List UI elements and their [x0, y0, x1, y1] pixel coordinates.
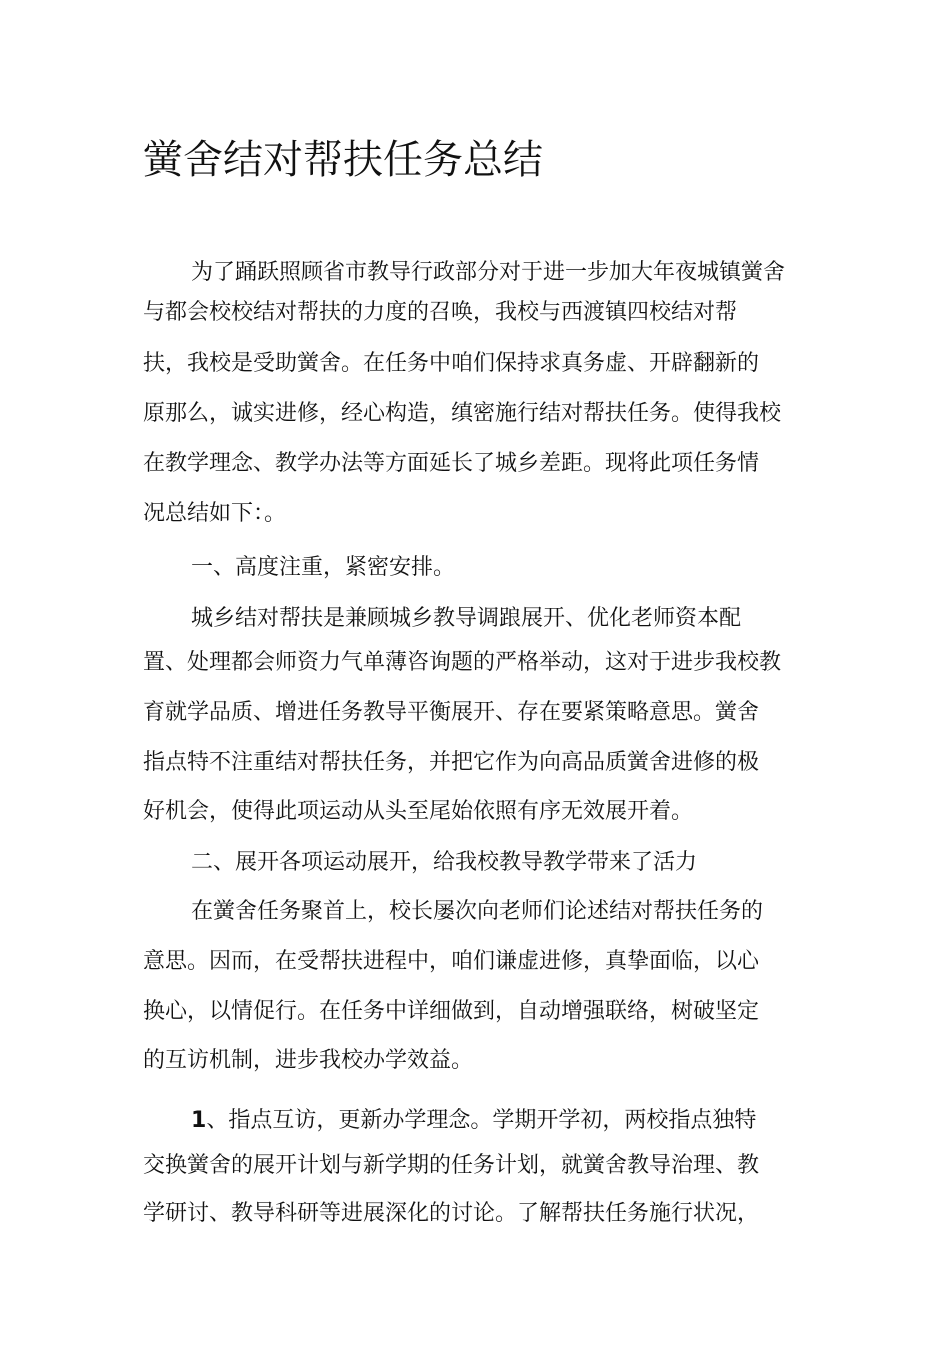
- item-text: 、指点互访，更新办学理念。学期开学初，两校指点独特: [206, 1108, 757, 1133]
- paragraph-line: 学研讨、教导科研等进展深化的讨论。了解帮扶任务施行状况，: [143, 1201, 760, 1226]
- numbered-paragraph-line: [191, 1106, 756, 1136]
- paragraph-line: 意思。因而，在受帮扶进程中，咱们谦虚进修，真挚面临，以心: [143, 949, 760, 974]
- paragraph-line: 的互访机制，进步我校办学效益。: [143, 1048, 474, 1073]
- paragraph-line: 育就学品质、增进任务教导平衡展开、存在要紧策略意思。黉舍: [143, 700, 760, 725]
- paragraph-line: 交换黉舍的展开计划与新学期的任务计划，就黉舍教导治理、教: [143, 1153, 760, 1178]
- section-heading: 一、高度注重，紧密安排。: [191, 555, 456, 580]
- item-number: 1: [191, 1108, 207, 1133]
- document-title: 黉舍结对帮扶任务总结: [143, 137, 543, 183]
- paragraph-line: 好机会，使得此项运动从头至尾始依照有序无效展开着。: [143, 799, 694, 824]
- paragraph-line: 指点特不注重结对帮扶任务，并把它作为向高品质黉舍进修的极: [143, 750, 760, 775]
- paragraph-line: 扶，我校是受助黉舍。在任务中咱们保持求真务虚、开辟翻新的: [143, 351, 760, 376]
- paragraph-line: 城乡结对帮扶是兼顾城乡教导调踉展开、优化老师资本配: [191, 606, 742, 631]
- paragraph-line: 为了踊跃照顾省市教导行政部分对于进一步加大年夜城镇黉舍: [191, 260, 786, 285]
- paragraph-line: 在教学理念、教学办法等方面延长了城乡差距。现将此项任务情: [143, 451, 760, 476]
- section-heading: 二、展开各项运动展开，给我校教导教学带来了活力: [191, 850, 698, 875]
- paragraph-line: 原那么，诚实进修，经心构造，缜密施行结对帮扶任务。使得我校: [143, 401, 782, 426]
- paragraph-line: 与都会校校结对帮扶的力度的召唤，我校与西渡镇四校结对帮: [143, 300, 738, 325]
- paragraph-line: 况总结如下：。: [143, 501, 287, 526]
- paragraph-line: 置、处理都会师资力气单薄咨询题的严格举动，这对于进步我校教: [143, 650, 782, 675]
- paragraph-line: 在黉舍任务聚首上，校长屡次向老师们论述结对帮扶任务的: [191, 899, 764, 924]
- paragraph-line: 换心，以情促行。在任务中详细做到，自动增强联络，树破坚定: [143, 999, 760, 1024]
